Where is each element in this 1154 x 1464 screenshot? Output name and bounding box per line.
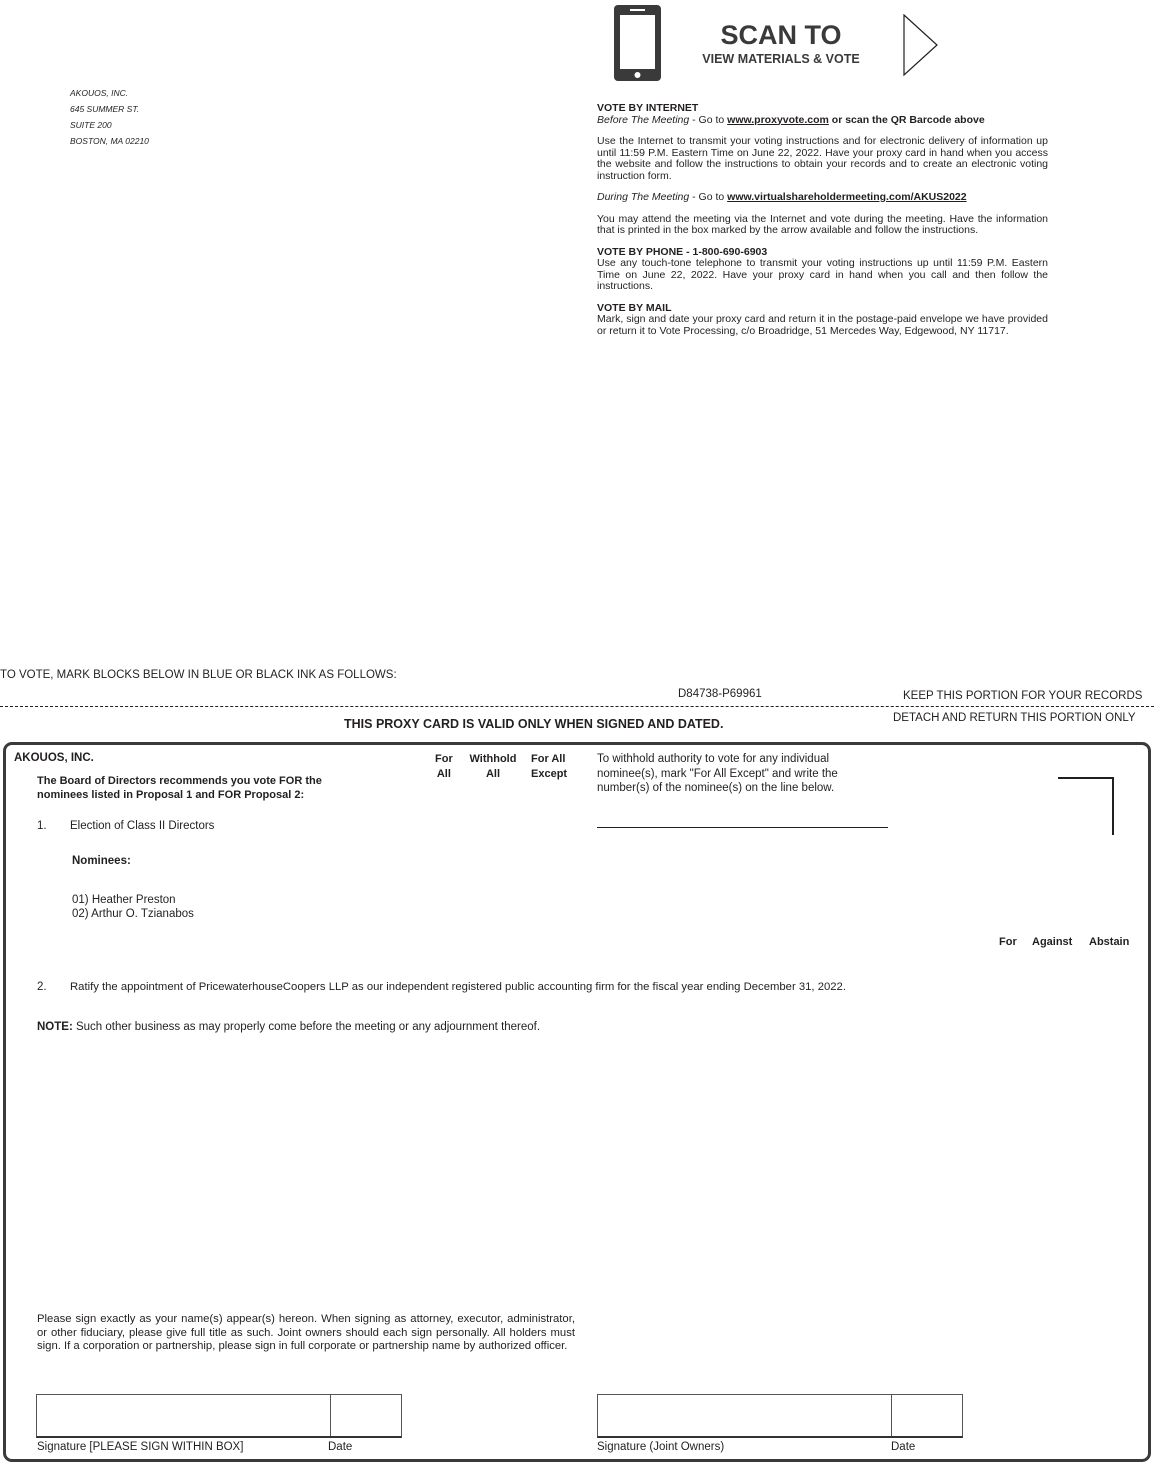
withhold-line: number(s) of the nominee(s) on the line below. <box>597 782 835 794</box>
go-to-text: - Go to <box>689 191 728 203</box>
smartphone-icon <box>614 5 662 81</box>
nominee: 01) Heather Preston <box>72 894 176 906</box>
col-label: All <box>485 768 501 780</box>
proxy-card <box>3 742 1151 1462</box>
col-label: For <box>435 753 453 765</box>
board-recommendation <box>37 774 322 802</box>
detach-line <box>0 706 1154 707</box>
withhold-instructions <box>597 752 838 796</box>
virtual-meeting-link[interactable]: www.virtualshareholdermeeting.com/AKUS2022 <box>727 191 967 203</box>
date-label: Date <box>328 1441 353 1453</box>
address-line: BOSTON, MA 02210 <box>70 136 149 146</box>
voting-instructions <box>597 103 1048 347</box>
detach-portion-text: DETACH AND RETURN THIS PORTION ONLY <box>893 712 1136 724</box>
note-text: Such other business as may properly come before the meeting or any adjournment thereof. <box>72 1021 541 1033</box>
col-label: For All <box>531 753 566 765</box>
corner-mark <box>1058 777 1114 835</box>
vote-col-abstain: Abstain <box>1089 936 1130 948</box>
except-write-line[interactable] <box>597 827 888 828</box>
nominees-label: Nominees: <box>72 855 131 867</box>
address-line: AKOUOS, INC. <box>70 88 129 98</box>
proposal-2-text: Ratify the appointment of PricewaterhouseCoopers LLP as our independent registered public accounting firm for the fiscal year ending December 31, 2022. <box>70 981 846 993</box>
joint-signature-box[interactable] <box>597 1394 963 1438</box>
control-id: D84738-P69961 <box>678 688 762 700</box>
meeting-paragraph: You may attend the meeting via the Internet and vote during the meeting. Have the information that is printed in the box marked by the arrow available and follow the instructions. <box>597 212 1048 236</box>
signature-box[interactable] <box>36 1394 402 1438</box>
withhold-line: To withhold authority to vote for any individual <box>597 753 830 765</box>
proposal-2-number: 2. <box>37 981 47 993</box>
col-for-all-except <box>531 752 567 782</box>
nominee: 02) Arthur O. Tzianabos <box>72 908 194 920</box>
board-line: nominees listed in Proposal 1 and FOR Proposal 2: <box>37 789 305 801</box>
col-withhold-all <box>466 752 520 782</box>
note <box>37 1021 540 1033</box>
col-label: Withhold <box>469 753 517 765</box>
vote-col-against: Against <box>1032 936 1073 948</box>
address-line: 645 SUMMER ST. <box>70 104 140 114</box>
signing-instructions: Please sign exactly as your name(s) appear(s) hereon. When signing as attorney, executor, administrator, or other fiduciary, please give full title as such. Joint owners should each sign personally. All holders must sign. If a corporation or partnership, please sign in full corporate or partnership name by authorized officer. <box>37 1313 575 1352</box>
signature-label: Signature [PLEASE SIGN WITHIN BOX] <box>37 1441 244 1453</box>
address-line: SUITE 200 <box>70 120 112 130</box>
col-label: Except <box>531 768 568 780</box>
phone-text: Use any touch-tone telephone to transmit your voting instructions up until 11:59 P.M. Eastern Time on June 22, 2022. Have your proxy card in hand when you call and then follow the instructions. <box>597 257 1048 292</box>
col-for-all <box>435 752 453 782</box>
col-label: All <box>436 768 451 780</box>
vote-col-for: For <box>999 936 1017 948</box>
proposal-1-text: Election of Class II Directors <box>70 820 215 832</box>
during-label: During The Meeting <box>597 191 690 203</box>
joint-date-label: Date <box>891 1441 916 1453</box>
valid-notice: THIS PROXY CARD IS VALID ONLY WHEN SIGNED AND DATED. <box>344 717 724 731</box>
phone-heading: VOTE BY PHONE - 1-800-690-6903 <box>597 245 768 258</box>
mail-text: Mark, sign and date your proxy card and return it in the postage-paid envelope we have provided or return it to Vote Processing, c/o Broadridge, 51 Mercedes Way, Edgewood, NY 11717. <box>597 313 1048 337</box>
joint-signature-label: Signature (Joint Owners) <box>597 1441 725 1453</box>
card-company: AKOUOS, INC. <box>14 752 94 764</box>
qr-text: or scan the QR Barcode above <box>828 113 985 126</box>
proxyvote-link[interactable]: www.proxyvote.com <box>727 113 829 126</box>
scan-title: SCAN TO <box>720 20 842 50</box>
date-box-divider <box>891 1395 892 1436</box>
mail-heading: VOTE BY MAIL <box>597 301 672 314</box>
nominees-list <box>72 893 194 921</box>
keep-portion-text: KEEP THIS PORTION FOR YOUR RECORDS <box>903 690 1143 702</box>
internet-paragraph: Use the Internet to transmit your voting instructions and for electronic delivery of information up until 11:59 P.M. Eastern Time on June 22, 2022. Have your proxy card in hand when you access the website and follow the instructions to obtain your records and to create an electronic voting instruction form. <box>597 135 1048 182</box>
mailing-address <box>70 85 149 149</box>
go-to-text: - Go to <box>689 113 728 126</box>
internet-heading: VOTE BY INTERNET <box>597 102 699 114</box>
date-box-divider <box>330 1395 331 1436</box>
withhold-line: nominee(s), mark "For All Except" and write the <box>597 767 838 780</box>
board-line: The Board of Directors recommends you vote FOR the <box>37 775 322 787</box>
note-label: NOTE: <box>37 1021 73 1033</box>
proposal-1-number: 1. <box>37 820 47 832</box>
scan-subtitle: VIEW MATERIALS & VOTE <box>702 52 860 66</box>
before-label: Before The Meeting <box>597 113 690 126</box>
instruction-text: TO VOTE, MARK BLOCKS BELOW IN BLUE OR BLACK INK AS FOLLOWS: <box>0 669 397 681</box>
arrow-triangle-icon <box>903 14 939 76</box>
